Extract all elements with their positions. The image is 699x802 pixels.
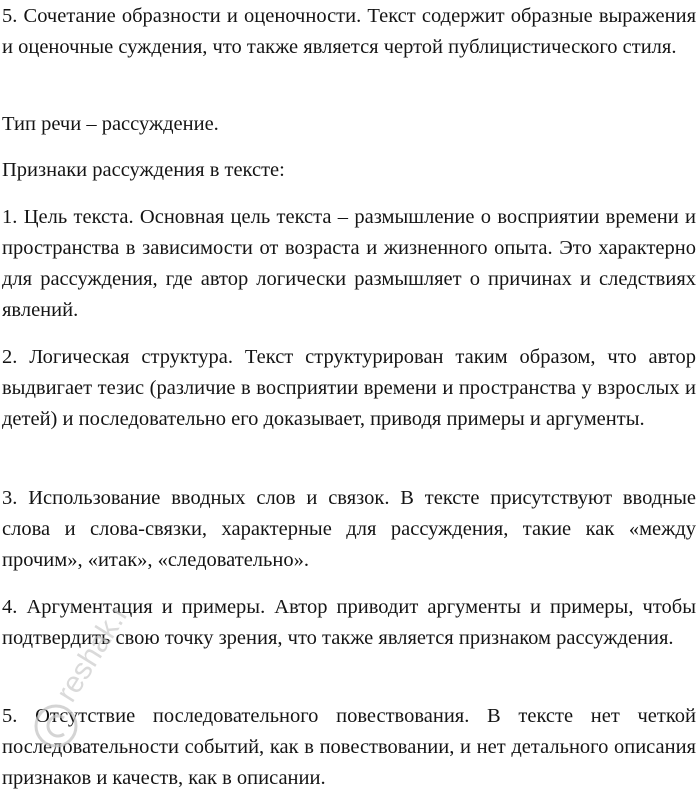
paragraph-speech-type: Тип речи – рассуждение. [2, 113, 219, 135]
paragraph-introductory-words: 3. Использование вводных слов и связок. В тексте присутствуют вводные слова и слова-связки, характерные для рассуждения, такие как «между прочим», «итак», «следовательно». [2, 487, 696, 571]
paragraph-logical-structure: 2. Логическая структура. Текст структурирован таким образом, что автор выдвигает тезис (различие в восприятии времени и пространства у взрослых и детей) и последовательно его доказывает, приводя примеры и аргументы. [2, 346, 696, 430]
paragraph-signs-heading: Признаки рассуждения в тексте: [2, 159, 285, 181]
paragraph-imagery: 5. Сочетание образности и оценочности. Текст содержит образные выражения и оценочные суждения, что также является чертой публицистического стиля. [2, 5, 696, 58]
paragraph-no-narration: 5. Отсутствие последовательного повествования. В тексте нет четкой последовательности событий, как в повествовании, и нет детального описания признаков и качеств, как в описании. [2, 705, 696, 789]
paragraph-argumentation: 4. Аргументация и примеры. Автор приводит аргументы и примеры, чтобы подтвердить свою точку зрения, что также является признаком рассуждения. [2, 596, 696, 649]
paragraph-text-goal: 1. Цель текста. Основная цель текста – размышление о восприятии времени и пространства в зависимости от возраста и жизненного опыта. Это характерно для рассуждения, где автор логически размышляет о причинах и следствиях явлений. [2, 206, 696, 321]
watermark-text: reshak.ru [49, 608, 145, 708]
